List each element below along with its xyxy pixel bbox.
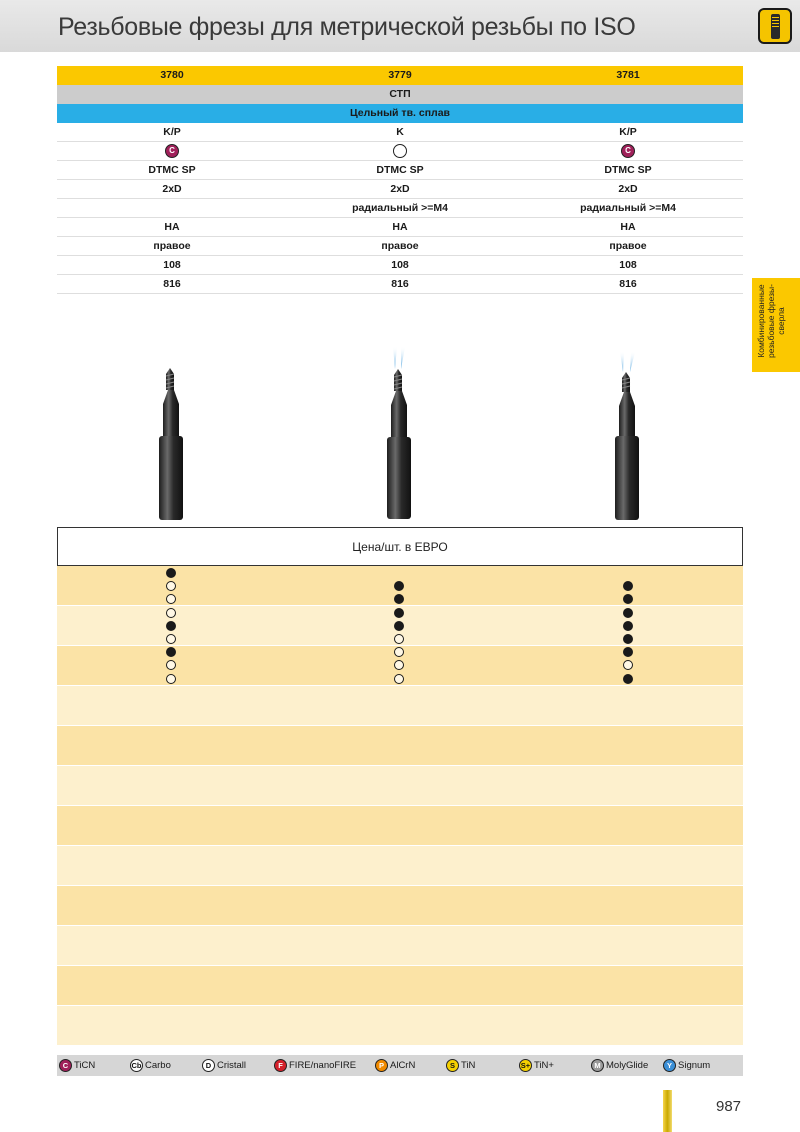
coating-tin--icon: S+ [520,1061,531,1070]
ticn-coating-icon: C [165,144,179,158]
section-side-tab-label: Комбинированные резьбовые фрезы-сверла [756,284,786,359]
availability-dot-empty [394,634,404,644]
legend-label: TiN+ [534,1060,554,1071]
coating-cristall-icon: D [202,1059,215,1072]
tool-type-row [57,104,743,123]
shank: HA [164,221,180,233]
iso-group: K [396,126,404,138]
direction: правое [609,240,647,252]
depth: 2xD [618,183,638,195]
legend-label: MolyGlide [606,1060,649,1071]
size-band [57,686,743,726]
size-band [57,846,743,886]
size-band [57,806,743,846]
legend-item [591,1058,648,1073]
legend-label: TiN [461,1060,476,1071]
page-ref: 108 [391,259,409,271]
standard: DTMC SP [376,164,424,176]
page-ref: 108 [619,259,637,271]
availability-dot-empty [166,608,176,618]
legend-item [59,1058,95,1073]
coating-carbo-icon: Cb [131,1061,142,1070]
legend-item [519,1058,554,1073]
price-header [57,527,743,566]
legend-label: Carbo [145,1060,171,1071]
page-ref: 108 [163,259,181,271]
coolant-row [57,199,743,218]
size-band [57,766,743,806]
coating-ticn-icon: C [59,1059,72,1072]
availability-dot-filled [623,674,633,684]
coating-molyglide-icon: M [591,1059,604,1072]
legend-item [663,1058,710,1073]
availability-dot-filled [623,634,633,644]
direction: правое [153,240,191,252]
size-band [57,966,743,1006]
coating-tin-icon: S [446,1059,459,1072]
uncoated-icon [393,144,407,158]
page-ref-row [57,256,743,275]
size-band [57,1006,743,1046]
ticn-coating-icon: C [621,144,635,158]
direction-row [57,237,743,256]
coolant: радиальный >=M4 [580,202,676,214]
thread-mill-3779-image [375,345,423,522]
standard-row [57,161,743,180]
availability-dot-filled [623,608,633,618]
page-edge-marker [663,1090,672,1132]
page-ref: 816 [163,278,181,290]
shank-row [57,218,743,237]
iso-group-row [57,123,743,142]
product-number-row [57,66,743,85]
iso-group: K/P [163,126,181,138]
coating-signum-icon: Y [663,1059,676,1072]
availability-dot-filled [623,621,633,631]
depth: 2xD [390,183,410,195]
price-label: Цена/шт. в ЕВРО [352,540,448,554]
availability-dot-empty [394,674,404,684]
section-side-tab[interactable] [752,278,800,372]
size-band [57,926,743,966]
standard: DTMC SP [604,164,652,176]
page-ref-row [57,275,743,294]
availability-dot-filled [166,568,176,578]
thread-mill-icon [758,8,792,44]
legend-label: AlCrN [390,1060,416,1071]
standard: DTMC SP [148,164,196,176]
product-number: 3781 [616,69,640,81]
thread-mill-3781-image [603,350,651,522]
legend-item [274,1058,356,1073]
legend-label: Cristall [217,1060,247,1071]
depth-row [57,180,743,199]
coating-alcrn-icon: P [375,1059,388,1072]
availability-dot-filled [166,621,176,631]
availability-dot-filled [394,608,404,618]
legend-item [446,1058,475,1073]
thread-mill-3780-image [148,360,196,522]
coating-fire-nanofire-icon: F [274,1059,287,1072]
coating-legend [57,1055,743,1076]
legend-label: TiCN [74,1060,96,1071]
availability-dot-empty [166,634,176,644]
spec-table [57,66,743,294]
size-band [57,886,743,926]
product-number: 3780 [160,69,184,81]
page-header [0,0,800,52]
product-number: 3779 [388,69,412,81]
depth: 2xD [162,183,182,195]
page-number: 987 [716,1098,742,1115]
legend-label: Signum [678,1060,711,1071]
page-title: Резьбовые фрезы для метрической резьбы по ISO [58,13,636,41]
cutting-material: СТП [389,88,411,100]
coolant: радиальный >=M4 [352,202,448,214]
direction: правое [381,240,419,252]
legend-item [202,1058,246,1073]
coating-row [57,142,743,161]
tool-type: Цельный тв. сплав [349,107,451,119]
shank: HA [620,221,636,233]
legend-label: FIRE/nanoFIRE [289,1060,357,1071]
availability-dot-empty [166,674,176,684]
availability-dot-filled [394,621,404,631]
legend-item [130,1058,171,1073]
iso-group: K/P [619,126,637,138]
page-ref: 816 [391,278,409,290]
legend-item [375,1058,415,1073]
shank: HA [392,221,408,233]
cutting-material-row [57,85,743,104]
size-band [57,726,743,766]
page-ref: 816 [619,278,637,290]
